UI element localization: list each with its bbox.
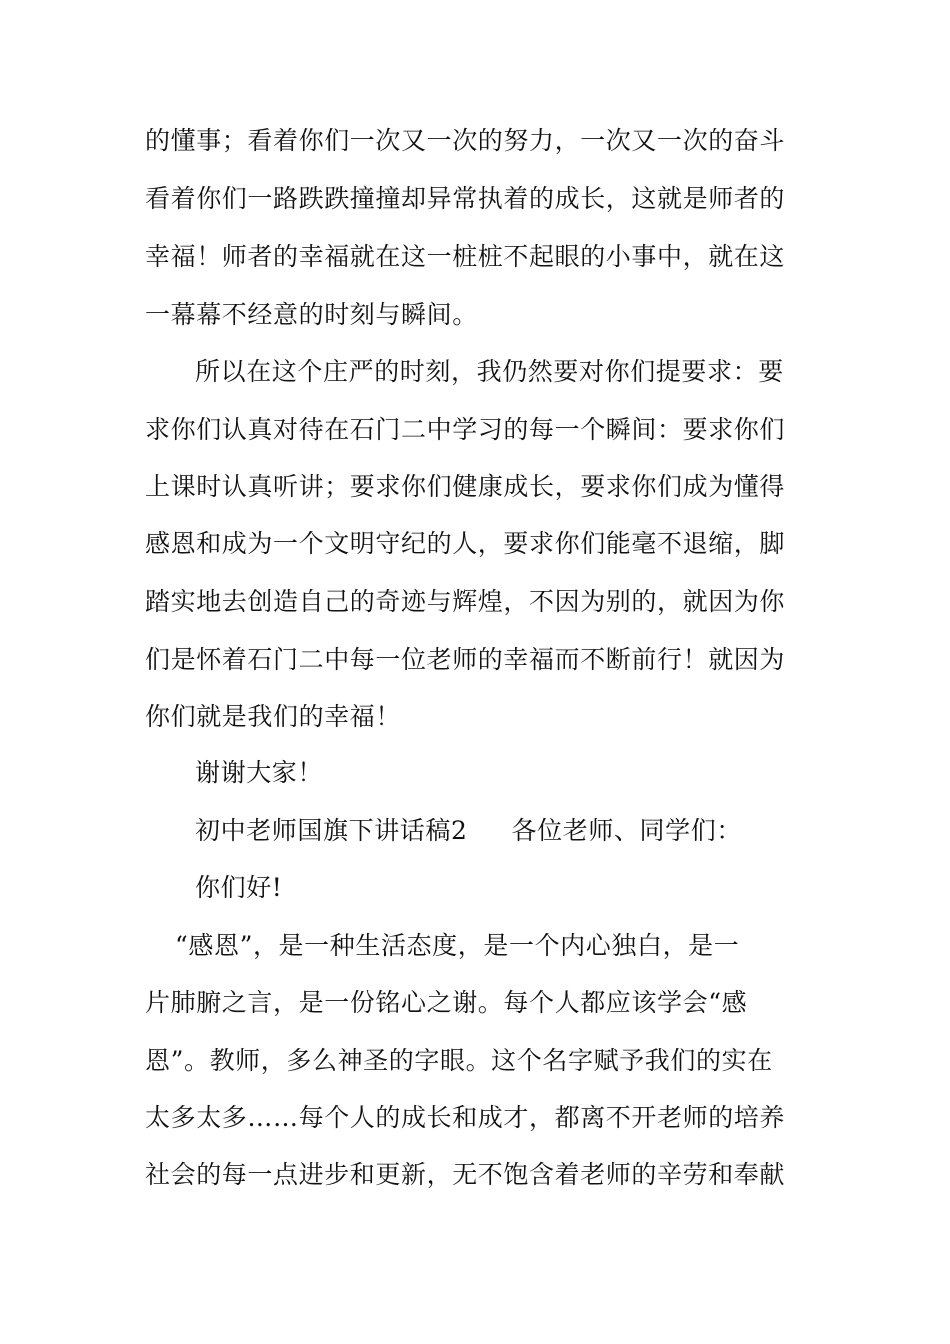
salutation: 各位老师、同学们： — [511, 816, 742, 845]
text-line: 所以在这个庄严的时刻，我仍然要对你们提要求：要 — [195, 357, 784, 386]
text-line: 谢谢大家！ — [195, 758, 324, 787]
text-line: 踏实地去创造自己的奇迹与辉煌，不因为别的，就因为你 — [145, 587, 786, 616]
text-line: 恩”。教师，多么神圣的字眼。这个名字赋予我们的实在 — [145, 1046, 773, 1075]
text-line: “感恩”，是一种生活态度，是一个内心独白，是一 — [175, 931, 740, 960]
text-line: 上课时认真听讲；要求你们健康成长，要求你们成为懂得 — [145, 472, 786, 501]
speech-title: 初中老师国旗下讲话稿2 — [195, 816, 468, 845]
text-line: 的懂事；看着你们一次又一次的努力，一次又一次的奋斗 — [145, 126, 786, 155]
text-line: 一幕幕不经意的时刻与瞬间。 — [145, 300, 478, 329]
text-line: 感恩和成为一个文明守纪的人，要求你们能毫不退缩，脚 — [145, 529, 786, 558]
text-line: 片肺腑之言，是一份铭心之谢。每个人都应该学会“感 — [145, 988, 748, 1017]
text-line: 太多太多……每个人的成长和成才，都离不开老师的培养 — [145, 1103, 786, 1132]
text-line: 幸福！师者的幸福就在这一桩桩不起眼的小事中，就在这 — [145, 242, 786, 271]
text-line: 社会的每一点进步和更新，无不饱含着老师的辛劳和奉献 — [145, 1160, 786, 1189]
text-line: 们是怀着石门二中每一位老师的幸福而不断前行！就因为 — [145, 645, 786, 674]
text-line: 你们就是我们的幸福！ — [145, 702, 402, 731]
text-line: 求你们认真对待在石门二中学习的每一个瞬间：要求你们 — [145, 415, 786, 444]
greeting-line: 你们好! — [195, 873, 283, 902]
text-line: 看着你们一路跌跌撞撞却异常执着的成长，这就是师者的 — [145, 184, 786, 213]
speech-heading-line — [195, 811, 810, 851]
